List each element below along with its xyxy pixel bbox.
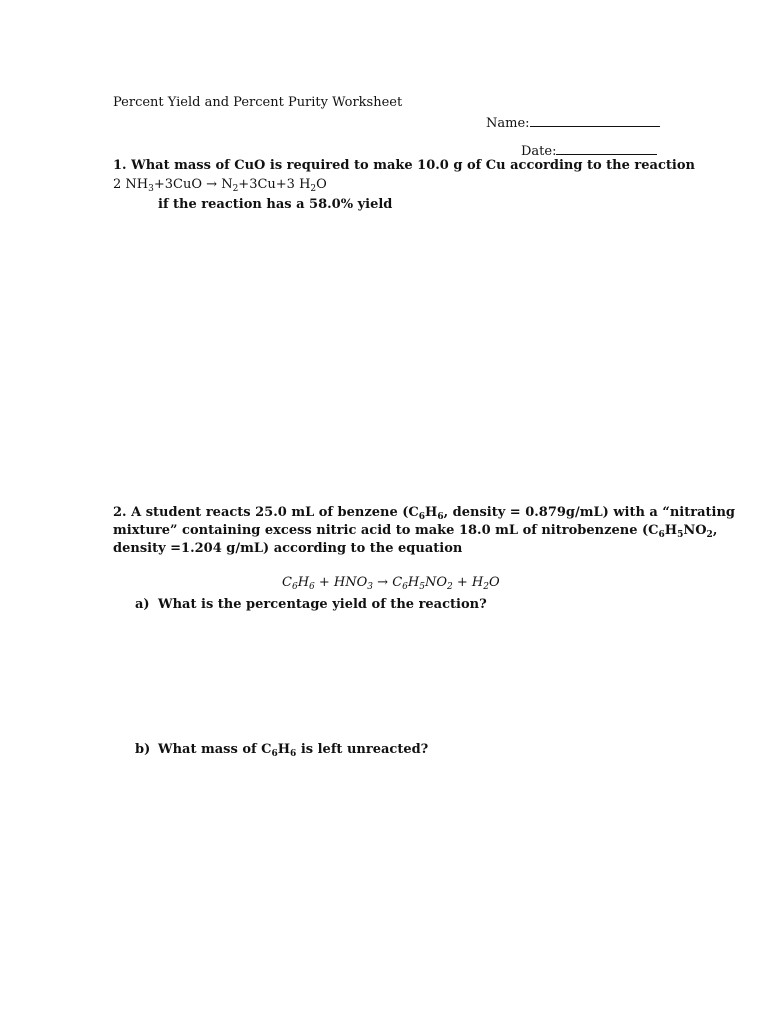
q1-condition: if the reaction has a 58.0% yield <box>158 197 393 212</box>
q2b-text <box>158 742 428 757</box>
date-blank[interactable] <box>556 141 657 155</box>
eq-text: H <box>297 575 310 590</box>
q2-sub: 2 <box>706 530 713 540</box>
date-label: Date: <box>521 144 557 159</box>
q1-prompt: 1. What mass of CuO is required to make 10.0 g of Cu according to the reaction <box>113 158 695 173</box>
name-blank[interactable] <box>530 113 660 127</box>
eq-text: H <box>407 575 420 590</box>
eq-text: C <box>282 575 292 590</box>
q2a-text: What is the percentage yield of the reaction? <box>158 597 487 612</box>
q1-reaction-text: N <box>221 177 233 192</box>
eq-sub: 2 <box>483 582 489 592</box>
arrow-icon: → <box>206 177 218 192</box>
q2-sub: 6 <box>437 512 444 522</box>
q1-reaction-sub: 2 <box>232 184 239 194</box>
eq-sub: 6 <box>291 582 298 592</box>
q2-line-3: density =1.204 g/mL) according to the equation <box>113 541 463 556</box>
eq-text: + H <box>452 575 484 590</box>
page-title: Percent Yield and Percent Purity Worksheet <box>113 95 403 110</box>
eq-sub: 6 <box>309 582 315 592</box>
eq-text: NO <box>424 575 447 590</box>
q2b-text-part: What mass of C <box>158 742 272 757</box>
q2-text: H <box>664 523 678 538</box>
q2b-sub: 6 <box>290 749 297 759</box>
eq-sub: 2 <box>447 582 453 592</box>
q1-reaction-text: +3CuO <box>153 177 202 192</box>
q2-equation <box>282 575 500 590</box>
name-label: Name: <box>486 116 530 131</box>
eq-text: O <box>488 575 500 590</box>
q2-text: NO <box>683 523 707 538</box>
q1-reaction-text: +3Cu+3 H <box>238 177 311 192</box>
q1-reaction-sub: 3 <box>148 184 154 194</box>
q1-reaction-text: 2 NH <box>113 177 149 192</box>
date-field-row <box>521 141 657 159</box>
q2-line-1 <box>113 505 735 520</box>
eq-sub: 5 <box>419 582 425 592</box>
q2-text: 2. A student reacts 25.0 mL of benzene (C <box>113 505 419 520</box>
name-field-row <box>486 113 660 131</box>
q2-line-2 <box>113 523 717 538</box>
q2-text: H <box>425 505 438 520</box>
q2-text: mixture” containing excess nitric acid to make 18.0 mL of nitrobenzene (C <box>113 523 659 538</box>
q2b-sub: 6 <box>271 749 278 759</box>
eq-text: → C <box>373 575 403 590</box>
q2-sub: 6 <box>418 512 426 522</box>
q2b-text-part: H <box>277 742 291 757</box>
eq-sub: 6 <box>402 582 408 592</box>
eq-text: + HNO <box>314 575 368 590</box>
q2-text: , density = 0.879g/mL) with a “nitrating <box>443 505 736 520</box>
q2-sub: 5 <box>677 530 684 540</box>
q2-text: , <box>712 523 718 538</box>
q1-reaction-sub: 2 <box>310 184 317 194</box>
q2a-label: a) <box>135 597 150 612</box>
q1-reaction-text: O <box>316 177 327 192</box>
q2b-label: b) <box>135 742 151 757</box>
q2-sub: 6 <box>658 530 665 540</box>
eq-sub: 3 <box>367 582 374 592</box>
q1-reaction <box>113 177 327 192</box>
q2b-text-part: is left unreacted? <box>296 742 429 757</box>
